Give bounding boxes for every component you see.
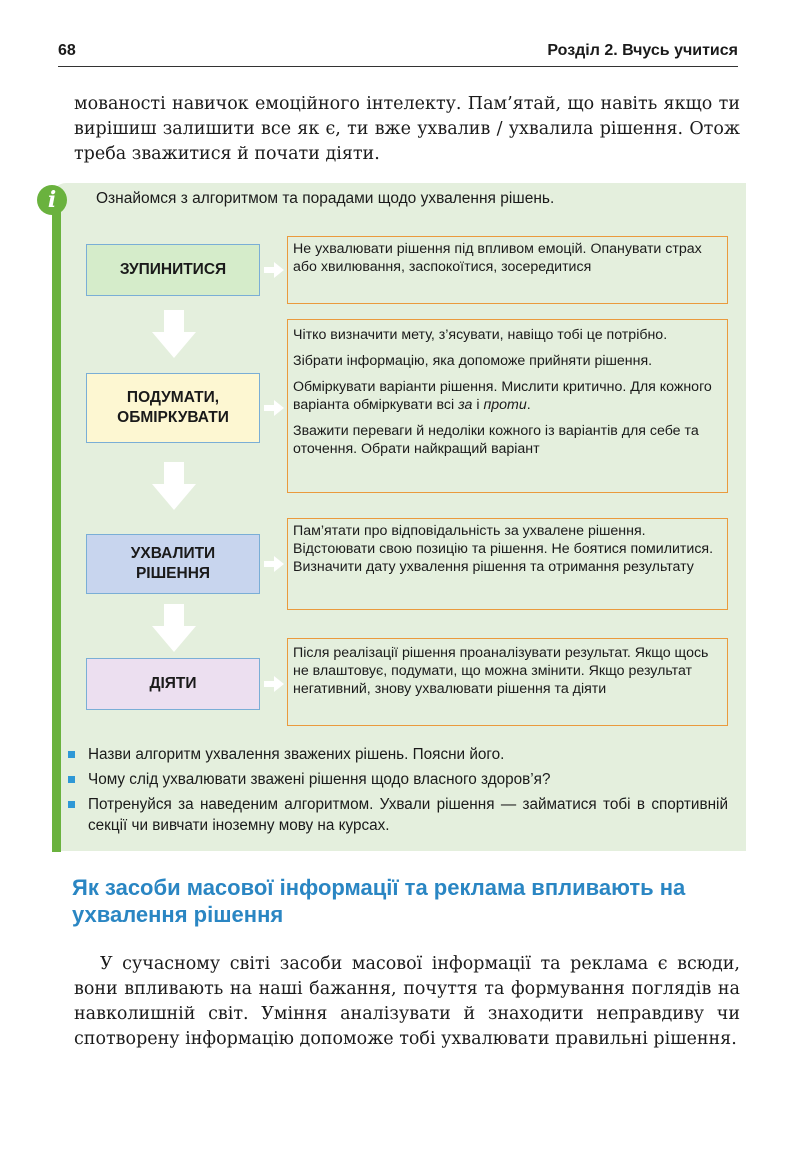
step-think-label-line1: ПОДУМАТИ, xyxy=(126,389,220,406)
arrow-down-icon xyxy=(152,462,196,510)
section-title: Розділ 2. Вчусь учитися xyxy=(547,42,738,59)
section-heading: Як засоби масової інформації та реклама впливають на ухвалення рішення xyxy=(72,875,686,927)
bullet-icon xyxy=(68,801,75,808)
arrow-down-icon xyxy=(152,604,196,652)
list-item xyxy=(88,744,728,765)
step-think-text-4: Зважити переваги й недоліки кожного із варіантів для себе та оточення. Обрати найкращий варіант xyxy=(293,423,699,457)
step-decide-description xyxy=(287,518,728,610)
question-text: Назви алгоритм ухвалення зважених рішень. Поясни його. xyxy=(88,746,505,763)
step-decide xyxy=(86,534,260,594)
page-header xyxy=(58,40,738,67)
bullet-icon xyxy=(68,776,75,783)
arrow-down-icon xyxy=(152,310,196,358)
step-stop-text: Не ухвалювати рішення під впливом емоцій. Опанувати страх або хвилювання, заспокоїтися, зосередитися xyxy=(293,241,702,275)
arrow-right-icon xyxy=(264,556,284,572)
info-icon: i xyxy=(37,185,67,215)
and-word: і xyxy=(476,397,480,413)
arrow-right-icon xyxy=(264,262,284,278)
step-think-text-3a: Обміркувати варіанти рішення. Мислити критично. xyxy=(293,379,627,395)
intro-text: мованості навичок емоційного інтелекту. Пам’ятай, що навіть якщо ти вирішиш залишити все як є, ти вже ухвалив / ухвалила рішення. Отож треба зважитися й почати діяти. xyxy=(74,94,740,164)
step-think-description xyxy=(287,319,728,493)
step-think-text-3: Обміркувати варіанти рішення. Мислити критично. Для кожного варіанта обміркувати всі за і проти. xyxy=(293,379,712,413)
list-item xyxy=(88,769,728,790)
question-list xyxy=(88,744,728,840)
arrow-right-icon xyxy=(264,400,284,416)
step-think-text-2: Зібрати інформацію, яка допоможе прийняти рішення. xyxy=(293,353,653,369)
step-stop xyxy=(86,244,260,296)
step-think-label-line2: ОБМІРКУВАТИ xyxy=(117,409,229,426)
page-number: 68 xyxy=(58,42,76,59)
step-think xyxy=(86,373,260,443)
pro-word: за xyxy=(458,397,473,413)
body-paragraph xyxy=(74,952,740,1052)
step-act-description xyxy=(287,638,728,726)
info-box-accent-bar xyxy=(52,200,61,852)
info-box-intro: Ознайомся з алгоритмом та порадами щодо ухвалення рішень. xyxy=(96,190,555,207)
bullet-icon xyxy=(68,751,75,758)
intro-paragraph xyxy=(74,92,740,167)
question-text: Потренуйся за наведеним алгоритмом. Ухвали рішення — займатися тобі в спортивній секції чи вивчати іноземну мову на курсах. xyxy=(88,796,728,834)
step-decide-label-line2: РІШЕННЯ xyxy=(135,565,211,582)
step-decide-label-line1: УХВАЛИТИ xyxy=(130,545,216,562)
step-stop-description xyxy=(287,236,728,304)
body-text: У сучасному світі засоби масової інформації та реклама є всюди, вони впливають на наші бажання, почуття та формування поглядів на навколишній світ. Уміння аналізувати й знаходити неправдиву чи спотворену інформацію допоможе тобі ухвалювати правильні рішення. xyxy=(74,954,740,1049)
step-act-label: ДІЯТИ xyxy=(149,675,197,692)
step-think-text-3b: Для кожного варіанта обміркувати всі xyxy=(293,379,712,413)
contra-word: проти xyxy=(483,397,527,413)
step-think-text-1: Чітко визначити мету, з’ясувати, навіщо тобі це потрібно. xyxy=(293,327,668,343)
step-act-text: Після реалізації рішення проаналізувати результат. Якщо щось не влаштовує, подумати, що можна змінити. Якщо результат негативний, знову ухвалювати рішення та діяти xyxy=(293,645,709,697)
arrow-right-icon xyxy=(264,676,284,692)
step-act xyxy=(86,658,260,710)
list-item xyxy=(88,794,728,836)
step-decide-text: Пам’ятати про відповідальність за ухвалене рішення. Відстоювати свою позицію та рішення. Не боятися помилитися. Визначити дату ухвалення рішення та отримання результату xyxy=(293,523,714,575)
question-text: Чому слід ухвалювати зважені рішення щодо власного здоров’я? xyxy=(88,771,551,788)
step-stop-label: ЗУПИНИТИСЯ xyxy=(119,261,227,278)
